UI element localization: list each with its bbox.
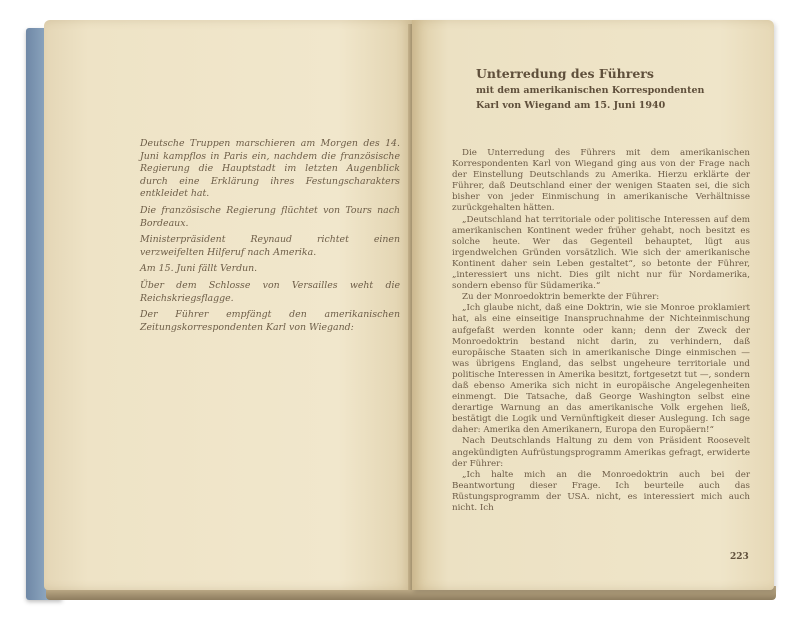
right-paragraph: Die Unterredung des Führers mit dem amerikanischen Korrespondenten Karl von Wiegand ging aus von der Frage nach der Einstellung Deutschlands zu Amerika. Hierzu erklärte der Führer, daß Deutschland einer der wenigen Staaten sei, die sich bisher von jeder Einmischung in amerikanische Verhältnisse zurückgehalten hätten.	[452, 148, 750, 214]
right-page-text	[452, 148, 750, 514]
left-paragraph: Der Führer empfängt den amerikanischen Zeitungskorrespondenten Karl von Wiegand:	[140, 309, 400, 333]
left-paragraph: Ministerpräsident Reynaud richtet einen verzweifelten Hilferuf nach Amerika.	[140, 234, 400, 258]
left-paragraph: Am 15. Juni fällt Verdun.	[140, 263, 258, 275]
chapter-subtitle: mit dem amerikanischen Korrespondenten	[476, 85, 705, 96]
right-paragraph: Nach Deutschlands Haltung zu dem von Präsident Roosevelt angekündigten Aufrüstungsprogramm Amerikas gefragt, erwiderte der Führer:	[452, 436, 750, 469]
left-paragraph: Deutsche Truppen marschieren am Morgen des 14. Juni kampflos in Paris ein, nachdem die französische Regierung die Hauptstadt im letzten Augenblick durch eine Erklärung ihres Festungscharakters entkleidet hat.	[140, 138, 400, 200]
chapter-heading	[476, 66, 756, 111]
left-page	[44, 20, 412, 590]
chapter-date-line: Karl von Wiegand am 15. Juni 1940	[476, 100, 666, 111]
left-page-text	[140, 138, 400, 338]
right-paragraph: „Deutschland hat territoriale oder politische Interessen auf dem amerikanischen Kontinent weder früher gehabt, noch besitzt es solche heute. Wer das Gegenteil behauptet, lügt aus irgendwelchen Gründen vorsätzlich. Wie sich der amerikanische Kontinent daher sein Leben gestaltet“, so betonte der Führer, „interessiert uns nicht. Dies gilt nicht nur für Nordamerika, sondern ebenso für Südamerika.“	[452, 214, 750, 292]
open-book	[26, 20, 778, 598]
right-paragraph: „Ich glaube nicht, daß eine Doktrin, wie sie Monroe proklamiert hat, als eine einseitige Inanspruchnahme der Nichteinmischung aufgefaßt werden konnte oder kann; denn der Zweck der Monroedoktrin bestand nicht darin, zu verhindern, daß europäische Staaten sich in amerikanische Dinge einmischen — was übrigens England, das selbst ungeheure territoriale und politische Interessen in Amerika besitzt, fortgesetzt tut —, sondern daß ebenso Amerika sich nicht in europäische Angelegenheiten einmengt. Die Tatsache, daß George Washington selbst eine derartige Warnung an das amerikanische Volk ergehen ließ, bestätigt die Logik und Vernünftigkeit dieser Auslegung. Ich sage daher: Amerika den Amerikanern, Europa den Europäern!“	[452, 303, 750, 436]
right-paragraph: Zu der Monroedoktrin bemerkte der Führer:	[462, 292, 660, 303]
left-paragraph: Die französische Regierung flüchtet von Tours nach Bordeaux.	[140, 204, 400, 229]
right-page	[412, 20, 774, 590]
left-paragraph: Über dem Schlosse von Versailles weht die Reichskriegsflagge.	[140, 279, 400, 304]
chapter-title: Unterredung des Führers	[476, 66, 654, 81]
right-paragraph: „Ich halte mich an die Monroedoktrin auch bei der Beantwortung dieser Frage. Ich beurteile auch das Rüstungsprogramm der USA. nicht, es interessiert mich auch nicht. Ich	[452, 469, 750, 513]
page-number: 223	[730, 552, 749, 562]
